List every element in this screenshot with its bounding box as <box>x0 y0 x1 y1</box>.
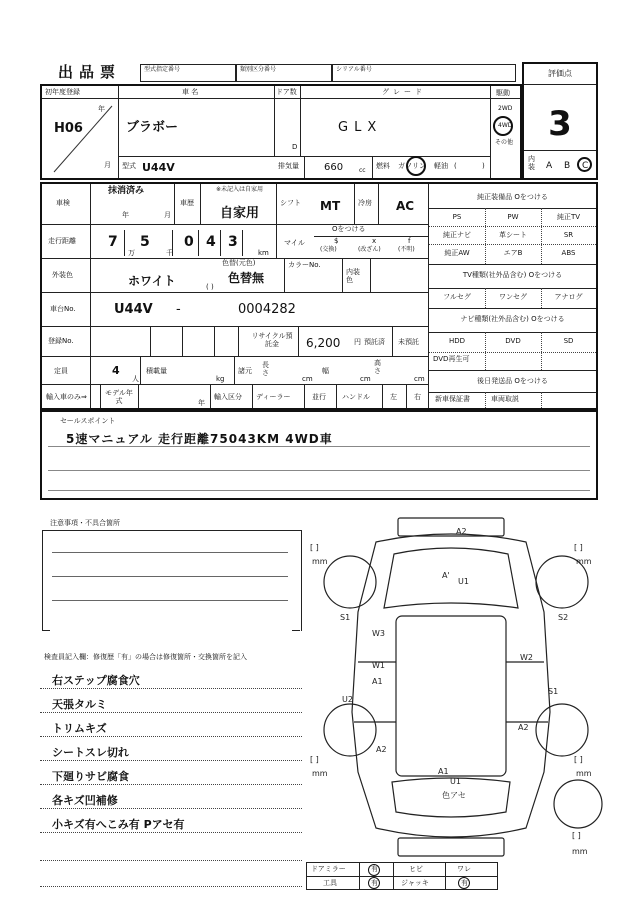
jack-label: ジャッキ <box>401 879 429 887</box>
tools-label: 工具 <box>323 879 337 887</box>
length-cm: cm <box>302 375 313 383</box>
sales-point-text: 5速マニュアル 走行距離75043KM 4WD車 <box>66 432 333 446</box>
diagram-label: S1 <box>548 687 559 696</box>
equipment-panel <box>429 184 596 408</box>
fuel-diesel: 軽油 <box>434 162 448 170</box>
reg-no-label: 登録No. <box>48 337 74 345</box>
svg-text:mm: mm <box>576 769 592 778</box>
chassis-label: 車台No. <box>50 305 76 313</box>
svg-text:[ ]: [ ] <box>572 831 581 840</box>
interior-label: 内装 <box>528 155 535 171</box>
note-item: 右ステップ腐食穴 <box>52 674 140 687</box>
serial-box <box>332 64 516 82</box>
circle-note: Oをつける <box>332 225 366 233</box>
diagram-label: A2 <box>376 745 387 754</box>
car-name-label: 車 名 <box>182 88 199 96</box>
doors-label: ドア数 <box>276 88 297 96</box>
later-item: 車両取説 <box>491 395 519 403</box>
mileage-digit: 5 <box>140 234 150 250</box>
interior-color-label: 内装色 <box>346 268 360 285</box>
diagram-label: U1 <box>458 577 469 586</box>
first-reg-slash <box>46 100 116 176</box>
note-item: 下廻りサビ腐食 <box>52 770 129 783</box>
grade-label: グレード <box>382 88 426 96</box>
diagram-label: W3 <box>372 629 385 638</box>
equip-item: 革シート <box>499 231 527 239</box>
diagram-label: A2 <box>456 527 467 536</box>
color-label: 外装色 <box>52 271 73 279</box>
equip-item: PW <box>507 213 519 221</box>
svg-text:mm: mm <box>312 769 328 778</box>
use-value: 自家用 <box>220 206 260 221</box>
color-no-label: カラーNo. <box>288 261 321 269</box>
mileage-digit: 7 <box>108 234 118 250</box>
first-reg-value: H06 <box>54 121 83 136</box>
drive-2wd: 2WD <box>498 105 513 112</box>
equip-item: 純正TV <box>556 213 581 221</box>
import-label: 輸入車のみ⇒ <box>46 393 87 401</box>
model-label: 型式 <box>122 162 136 170</box>
diagram-label: W2 <box>520 653 533 662</box>
diagram-label: A2 <box>518 723 529 732</box>
sales-point-box <box>40 410 598 500</box>
navi-item: HDD <box>448 337 466 345</box>
inspection-value: 抹消済み <box>108 186 145 196</box>
diagram-label: S2 <box>558 613 569 622</box>
tv-item: ワンセグ <box>499 293 527 301</box>
jack-mark: 有 <box>461 879 468 887</box>
caution-bracket <box>42 530 302 631</box>
interior-b: B <box>564 161 571 171</box>
capacity-label: 定員 <box>54 367 68 375</box>
later-title: 後日発送品 Oをつける <box>477 377 548 385</box>
score-label: 評価点 <box>548 69 572 78</box>
color-change-value: 色替無 <box>228 271 265 285</box>
recycle-value: 6,200 <box>306 336 341 350</box>
capacity-value: 4 <box>112 364 120 377</box>
car-damage-diagram <box>306 512 606 872</box>
year-unit: 年 <box>198 399 205 407</box>
equip-item: ABS <box>561 249 576 257</box>
odo-s: $ <box>334 237 339 245</box>
width-label: 幅 <box>322 367 329 375</box>
length-label: 長さ <box>262 361 269 377</box>
handle-label: ハンドル <box>342 393 370 401</box>
accessory-table <box>306 862 498 890</box>
interior-a: A <box>546 161 553 171</box>
grade-value: GLX <box>338 120 383 135</box>
equip-item: 純正ナビ <box>443 231 471 239</box>
fuel-circle <box>406 156 426 176</box>
note-item: トリムキズ <box>52 722 107 735</box>
score-value: 3 <box>548 104 572 144</box>
shift-label: シフト <box>280 199 301 207</box>
insp-year: 年 <box>122 211 129 219</box>
class-no-box <box>236 64 332 82</box>
door-mirror-label: ドアミラー <box>311 865 346 873</box>
odo-x: x <box>372 237 377 245</box>
mileage-digits <box>94 226 274 258</box>
drive-other: その他 <box>495 139 514 146</box>
equip-item: PS <box>452 213 462 221</box>
color-value: ホワイト <box>128 274 176 288</box>
score-box <box>522 62 598 180</box>
use-note: ※未記入は自家用 <box>216 186 264 193</box>
year-label: 年 <box>98 105 105 113</box>
ac-label: 冷房 <box>358 199 372 207</box>
color-paren: ( ) <box>206 283 214 291</box>
odo-f-sub: (不明) <box>398 246 415 253</box>
inspection-label: 車検 <box>56 199 70 207</box>
serial-label: シリアル番号 <box>336 66 372 73</box>
navi-title: ナビ種類(社外品含む) Oをつける <box>460 315 565 323</box>
navi-item: SD <box>563 337 574 345</box>
svg-text:[ ]: [ ] <box>574 755 583 764</box>
note-item: シートスレ切れ <box>52 746 129 759</box>
later-item: 新車保証書 <box>435 395 470 403</box>
cert-no-box <box>140 64 236 82</box>
right-label: 右 <box>414 393 421 401</box>
displacement-unit: cc <box>359 167 366 174</box>
genuine-title: 純正装備品 Oをつける <box>477 193 548 201</box>
cert-no-label: 型式指定番号 <box>144 66 181 73</box>
width-cm: cm <box>360 375 371 383</box>
page-title: 出品票 <box>58 63 122 81</box>
sales-point-label: セールスポイント <box>60 417 116 425</box>
diagram-label: A' <box>442 571 450 580</box>
crack-label: ヒビ <box>409 865 423 873</box>
odo-s-sub: (交換) <box>320 246 337 253</box>
svg-text:mm: mm <box>312 557 328 566</box>
svg-text:[ ]: [ ] <box>574 543 583 552</box>
diagram-label: S1 <box>340 613 351 622</box>
chassis-no: 0004282 <box>238 302 296 317</box>
car-name-value: ブラボー <box>126 120 179 135</box>
left-label: 左 <box>390 393 397 401</box>
model-year-label: モデル年式 <box>105 389 133 405</box>
mileage-digit: 3 <box>228 234 238 250</box>
color-change-label: 色替(元色) <box>222 259 256 267</box>
equip-item: エアB <box>503 249 523 257</box>
class-no-label: 類別区分番号 <box>240 66 277 73</box>
tv-title: TV種類(社外品含む) Oをつける <box>462 271 563 279</box>
equip-item: SR <box>563 231 574 239</box>
interior-c: C <box>582 161 589 171</box>
load-label: 積載量 <box>146 367 167 375</box>
inspection-notes <box>40 666 308 896</box>
note-item: 小キズ有へこみ有 Pアセ有 <box>52 818 185 831</box>
diagram-label: A1 <box>438 767 449 776</box>
equip-item: 純正AW <box>444 249 470 257</box>
broken-label: ワレ <box>457 865 471 873</box>
dims-label: 諸元 <box>238 367 252 375</box>
mileage-digit: 4 <box>206 234 216 250</box>
drive-4wd: 4WD <box>498 122 513 129</box>
doors-suffix: D <box>292 143 298 151</box>
spec-box <box>40 182 598 410</box>
displacement-value: 660 <box>324 162 344 173</box>
diagram-label: U2 <box>342 695 353 704</box>
vehicle-basic-box: 初年度登録 年 月 H06 車 名 ブラボー ドア数 D グレード GLX 駆動 2WD 4WD その他 型式 U44V 排気量 660 cc 燃料 ガソリン 軽油 ( ) <box>40 84 522 180</box>
dvd-label: DVD再生可 <box>433 355 470 363</box>
caution-label: 注意事項・不具合箇所 <box>50 519 120 527</box>
mileage-digit: 0 <box>184 234 194 250</box>
diagram-label: 色アセ <box>442 791 466 800</box>
tv-item: フルセグ <box>443 293 471 301</box>
parallel-label: 並行 <box>312 393 326 401</box>
svg-text:mm: mm <box>572 847 588 856</box>
interior-c-circle <box>577 157 592 172</box>
tools-mark: 有 <box>371 879 378 887</box>
diagram-label: A1 <box>372 677 383 686</box>
dealer-label: ディーラー <box>256 393 291 401</box>
odo-x-sub: (改ざん) <box>358 246 381 253</box>
note-item: 各キズ凹補修 <box>52 794 118 807</box>
shift-value: MT <box>320 199 341 213</box>
km-label: km <box>258 249 269 257</box>
note-item: 天張タルミ <box>52 698 107 711</box>
height-label: 高さ <box>374 359 381 375</box>
recycle-unit: 円 <box>354 338 361 346</box>
diagram-label: U1 <box>450 777 461 786</box>
import-type-label: 輸入区分 <box>214 393 242 401</box>
fuel-gasoline: ガソリン <box>398 162 426 170</box>
first-reg-label: 初年度登録 <box>45 88 80 96</box>
recycle-unpaid: 未預託 <box>398 338 419 346</box>
drive-4wd-circle <box>493 116 513 136</box>
recycle-paid: 預託済 <box>364 338 385 346</box>
diagram-label: W1 <box>372 661 385 670</box>
svg-text:[ ]: [ ] <box>310 543 319 552</box>
body-type-label: 車歴 <box>180 199 194 207</box>
tv-item: アナログ <box>554 293 583 301</box>
mileage-label: 走行距離 <box>48 237 76 245</box>
height-cm: cm <box>414 375 425 383</box>
fuel-label: 燃料 <box>376 162 390 170</box>
load-unit: kg <box>216 375 225 383</box>
recycle-label: リサイクル預託金 <box>251 332 293 349</box>
mile-label: マイル <box>284 239 305 247</box>
displacement-label: 排気量 <box>278 162 299 170</box>
navi-item: DVD <box>505 337 521 345</box>
svg-text:[ ]: [ ] <box>310 755 319 764</box>
capacity-unit: 人 <box>132 375 139 383</box>
man-label: 万 <box>128 249 135 257</box>
inspector-label: 検査員記入欄：修復歴「有」の場合は修復箇所・交換箇所を記入 <box>44 653 247 661</box>
chassis-prefix: U44V <box>114 302 153 317</box>
sen-label: 千 <box>166 249 173 257</box>
svg-text:mm: mm <box>576 557 592 566</box>
door-mirror-mark: 有 <box>371 865 378 873</box>
insp-month: 月 <box>164 211 171 219</box>
model-value: U44V <box>142 161 175 174</box>
ac-value: AC <box>396 199 415 213</box>
chassis-dash: - <box>176 302 181 317</box>
month-label: 月 <box>104 161 111 169</box>
odo-f: f <box>408 237 411 245</box>
drive-label: 駆動 <box>496 89 510 97</box>
